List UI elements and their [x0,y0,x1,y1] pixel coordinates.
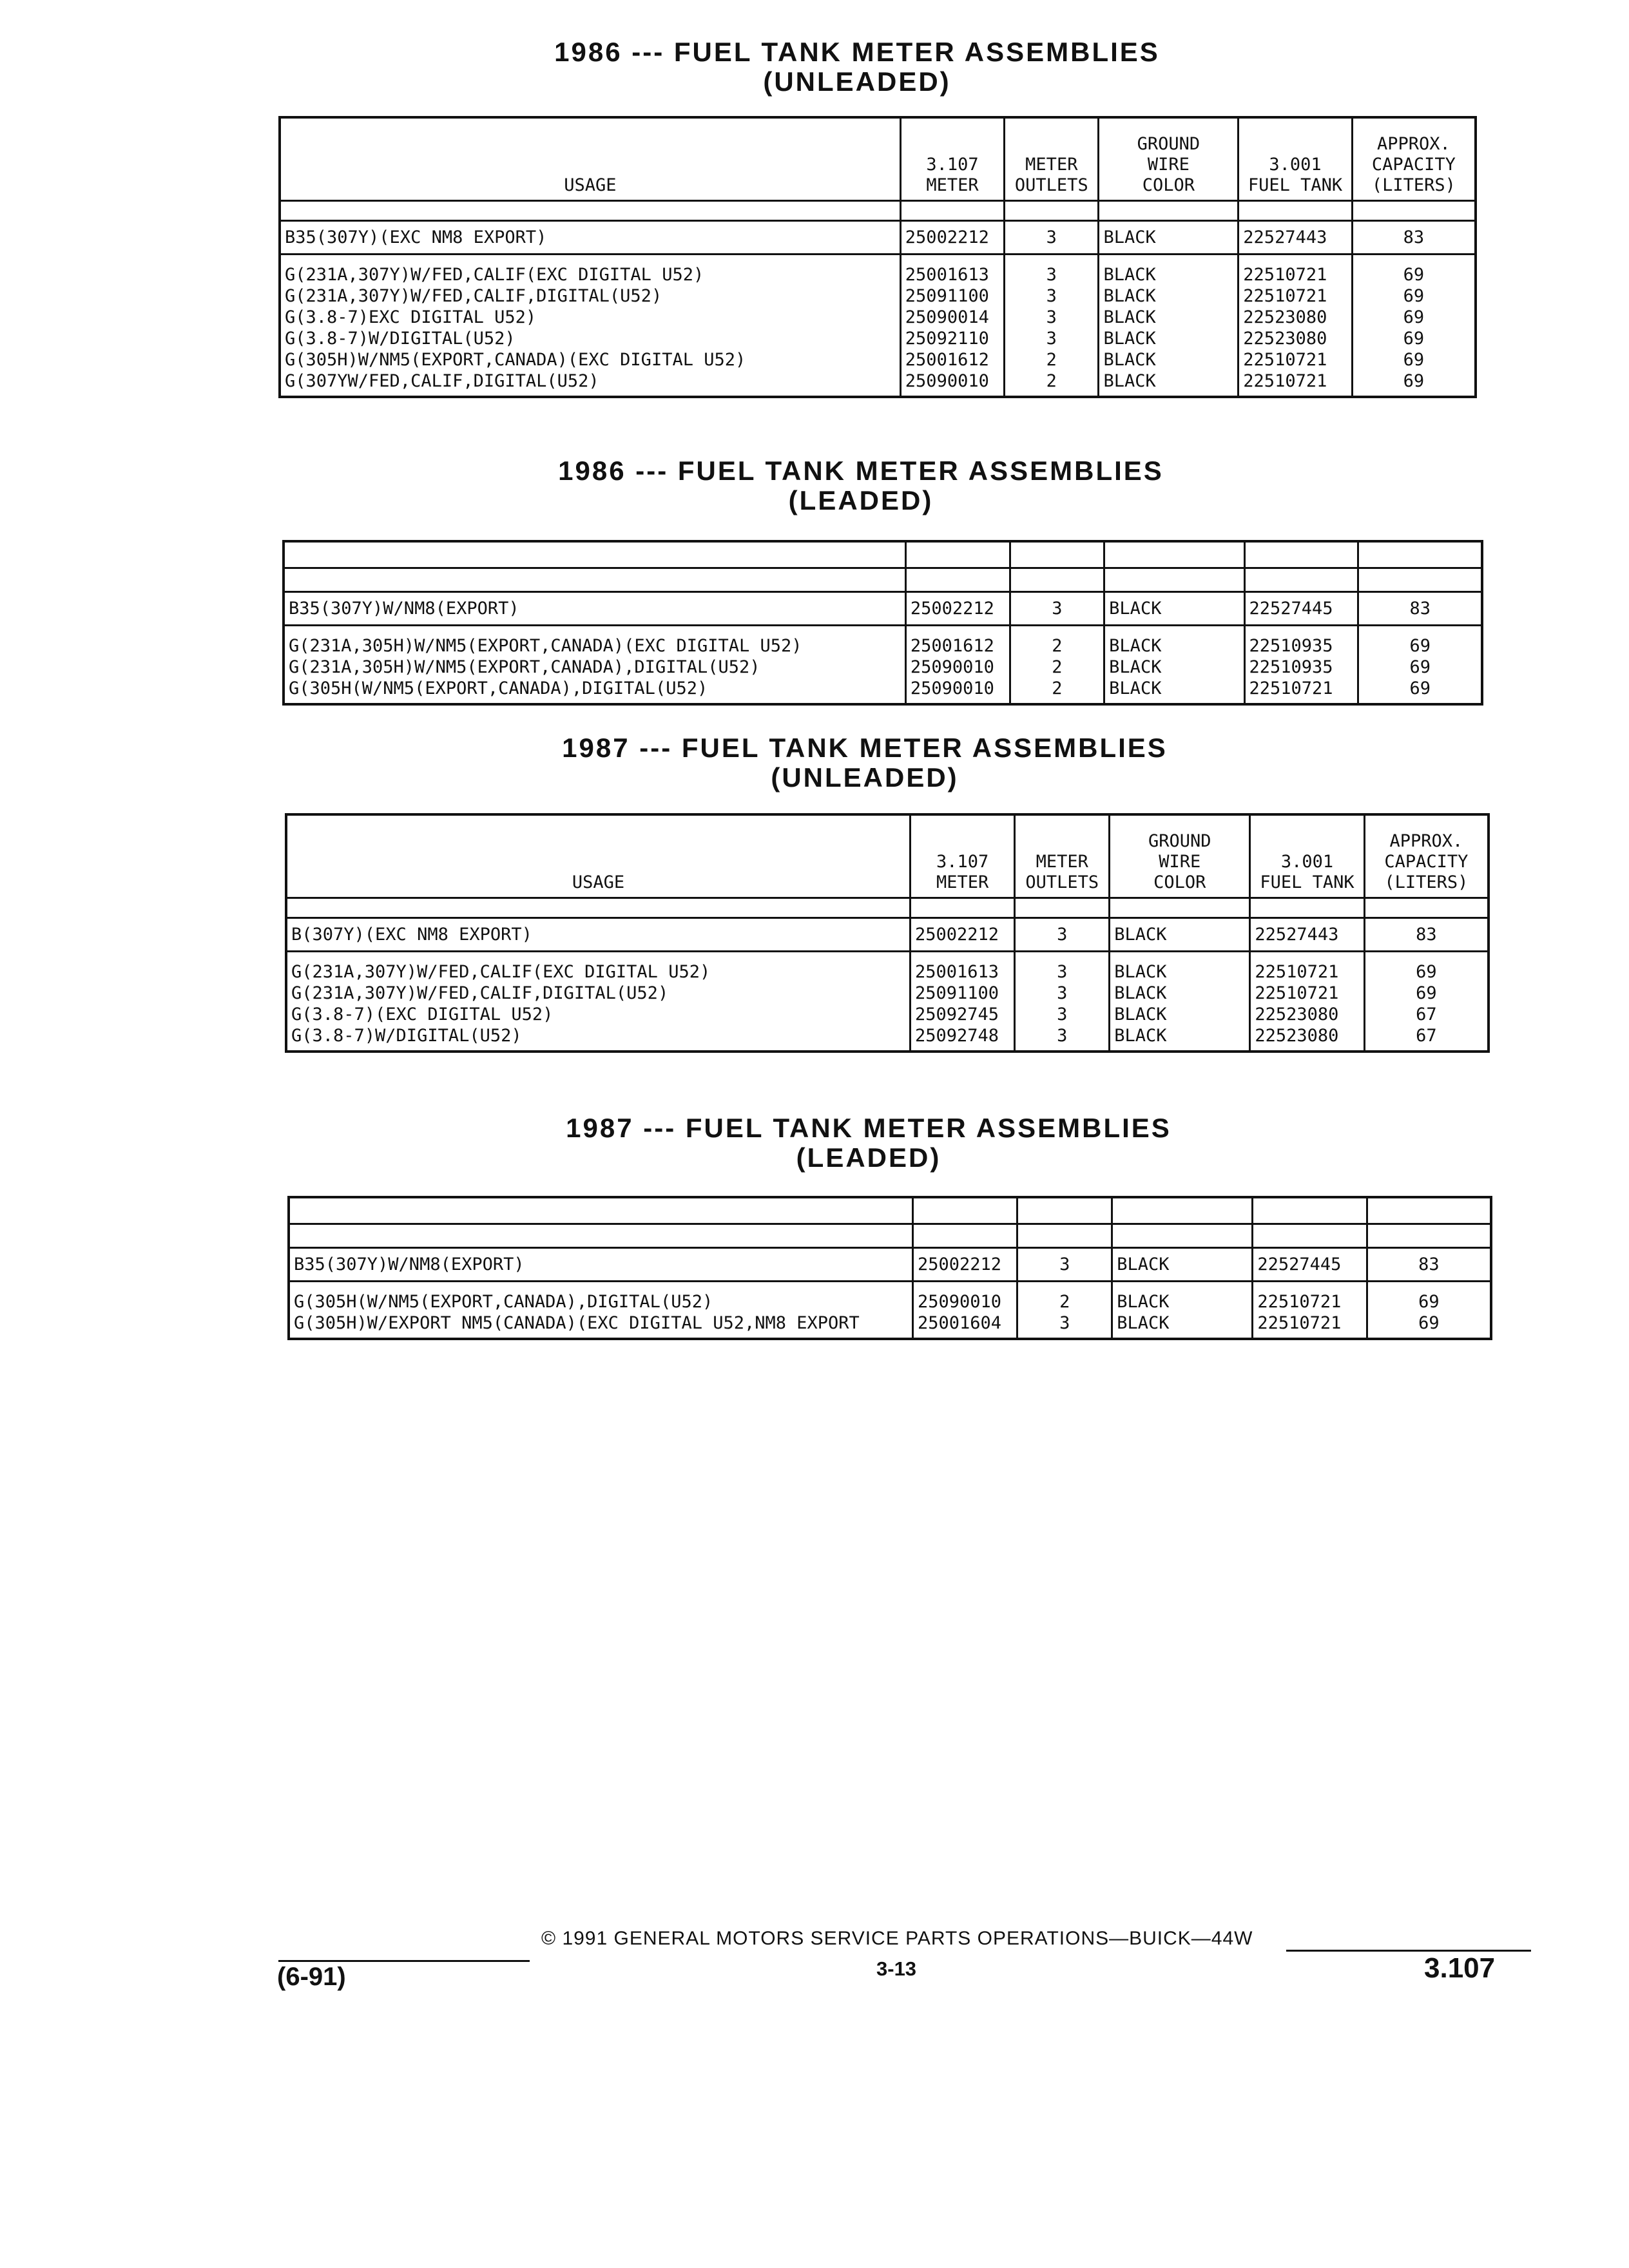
fuel-tank-part-number-cell: 22523080 [1250,1004,1364,1025]
table-row [280,221,1476,255]
table-row [286,1004,1489,1025]
usage-cell: G(3.8-7)(EXC DIGITAL U52) [286,1004,910,1025]
fuel-tank-part-number-cell: 22527443 [1250,918,1364,952]
header-fuel-tank [1253,1197,1367,1224]
outlets-cell: 3 [1005,285,1099,307]
table-row [284,592,1482,626]
usage-cell: G(305H(W/NM5(EXPORT,CANADA),DIGITAL(U52) [289,1282,912,1313]
spacer-cell [1253,1224,1367,1248]
header-spacer-row [289,1224,1491,1248]
table-header-row [289,1197,1491,1224]
capacity-cell: 69 [1358,678,1482,704]
capacity-cell: 69 [1358,626,1482,657]
header-fuel-tank [1239,117,1353,201]
usage-cell: G(231A,307Y)W/FED,CALIF,DIGITAL(U52) [280,285,900,307]
header-meter-line: 3.107 [936,852,989,872]
table-row [280,349,1476,370]
fuel-tank-part-number-cell: 22510721 [1239,285,1353,307]
usage-cell: G(305H(W/NM5(EXPORT,CANADA),DIGITAL(U52) [284,678,905,704]
spacer-cell [1099,201,1239,221]
footer-rule-left [278,1960,530,1962]
wire-color-cell: BLACK [1112,1312,1253,1339]
parts-table [287,1196,1492,1340]
meter-part-number-cell: 25091100 [900,285,1004,307]
wire-color-cell: BLACK [1112,1248,1253,1282]
table-row [280,307,1476,328]
spacer-cell [1010,568,1104,592]
outlets-cell: 3 [1015,983,1110,1004]
header-usage-line: USAGE [572,872,625,892]
table-row [284,678,1482,704]
header-ground-wire-color-line: COLOR [1142,175,1195,195]
spacer-cell [912,1224,1017,1248]
spacer-cell [1358,568,1482,592]
header-meter-outlets-line: OUTLETS [1025,872,1099,892]
header-fuel-tank [1244,541,1358,568]
section-title [459,733,1271,793]
wire-color-cell: BLACK [1112,1282,1253,1313]
meter-part-number-cell: 25090010 [900,370,1004,397]
wire-color-cell: BLACK [1099,285,1239,307]
usage-cell: G(231A,307Y)W/FED,CALIF(EXC DIGITAL U52) [286,952,910,983]
outlets-cell: 3 [1017,1248,1112,1282]
spacer-cell [1005,201,1099,221]
capacity-cell: 69 [1367,1312,1491,1339]
header-spacer-row [284,568,1482,592]
header-ground-wire-color [1110,814,1250,898]
header-ground-wire-color [1104,541,1244,568]
section-title-fuel-type: (LEADED) [796,1142,941,1173]
header-fuel-tank-line: FUEL TANK [1260,872,1354,892]
fuel-tank-part-number-cell: 22523080 [1239,328,1353,349]
meter-part-number-cell: 25001612 [900,349,1004,370]
capacity-cell: 83 [1367,1248,1491,1282]
fuel-tank-part-number-cell: 22510721 [1239,370,1353,397]
header-meter-outlets-line: OUTLETS [1014,175,1088,195]
fuel-tank-part-number-cell: 22527445 [1253,1248,1367,1282]
fuel-tank-part-number-cell: 22523080 [1250,1025,1364,1052]
footer-copyright: © 1991 GENERAL MOTORS SERVICE PARTS OPERATIONS—BUICK—44W [541,1928,1253,1949]
footer-rule-right [1286,1950,1531,1952]
capacity-cell: 69 [1367,1282,1491,1313]
header-spacer-row [280,201,1476,221]
wire-color-cell: BLACK [1104,626,1244,657]
header-fuel-tank-line: 3.001 [1269,155,1322,175]
header-ground-wire-color-line: COLOR [1153,872,1206,892]
table-row [289,1282,1491,1313]
fuel-tank-part-number-cell: 22510721 [1250,983,1364,1004]
capacity-cell: 69 [1352,255,1476,286]
header-usage [289,1197,912,1224]
table-row [280,255,1476,286]
usage-cell: G(305H)W/NM5(EXPORT,CANADA)(EXC DIGITAL U52) [280,349,900,370]
spacer-cell [905,568,1010,592]
wire-color-cell: BLACK [1110,918,1250,952]
outlets-cell: 2 [1010,626,1104,657]
header-meter [900,117,1004,201]
header-ground-wire-color [1099,117,1239,201]
parts-table [278,116,1477,398]
capacity-cell: 69 [1358,657,1482,678]
table-header-row [286,814,1489,898]
outlets-cell: 3 [1005,307,1099,328]
capacity-cell: 69 [1352,370,1476,397]
table-row [280,370,1476,397]
parts-table [282,540,1483,706]
section-title-year-line: 1986 --- FUEL TANK METER ASSEMBLIES [554,37,1160,67]
usage-cell: G(3.8-7)W/DIGITAL(U52) [286,1025,910,1052]
outlets-cell: 2 [1010,657,1104,678]
spacer-cell [289,1224,912,1248]
outlets-cell: 3 [1005,255,1099,286]
fuel-tank-part-number-cell: 22510721 [1239,255,1353,286]
spacer-cell [910,898,1014,918]
table-header-row [284,541,1482,568]
meter-part-number-cell: 25002212 [905,592,1010,626]
capacity-cell: 69 [1364,983,1489,1004]
meter-part-number-cell: 25092110 [900,328,1004,349]
header-capacity-line: (LITERS) [1371,175,1456,195]
meter-part-number-cell: 25002212 [900,221,1004,255]
header-meter-line: 3.107 [926,155,979,175]
table-row [280,285,1476,307]
table-row [286,952,1489,983]
spacer-cell [1104,568,1244,592]
footer-revision-date: (6-91) [277,1963,346,1991]
fuel-tank-part-number-cell: 22510721 [1253,1282,1367,1313]
meter-part-number-cell: 25091100 [910,983,1014,1004]
wire-color-cell: BLACK [1104,592,1244,626]
section-title-year-line: 1986 --- FUEL TANK METER ASSEMBLIES [558,456,1164,486]
fuel-tank-part-number-cell: 22527443 [1239,221,1353,255]
table-row [284,626,1482,657]
outlets-cell: 3 [1010,592,1104,626]
section-title [463,1113,1275,1173]
header-meter-line: METER [926,175,979,195]
wire-color-cell: BLACK [1099,370,1239,397]
outlets-cell: 2 [1017,1282,1112,1313]
capacity-cell: 69 [1352,349,1476,370]
table-row [286,983,1489,1004]
header-meter-outlets [1005,117,1099,201]
section-title-year-line: 1987 --- FUEL TANK METER ASSEMBLIES [566,1113,1171,1143]
capacity-cell: 69 [1364,952,1489,983]
footer-page-number: 3-13 [876,1957,917,1980]
spacer-cell [280,201,900,221]
header-capacity [1364,814,1489,898]
usage-cell: B35(307Y)W/NM8(EXPORT) [284,592,905,626]
spacer-cell [286,898,910,918]
spacer-cell [1364,898,1489,918]
meter-part-number-cell: 25090010 [912,1282,1017,1313]
header-meter-outlets [1010,541,1104,568]
table-row [280,328,1476,349]
usage-cell: B35(307Y)(EXC NM8 EXPORT) [280,221,900,255]
capacity-cell: 67 [1364,1025,1489,1052]
section-title-fuel-type: (LEADED) [788,485,934,515]
usage-cell: G(3.8-7)EXC DIGITAL U52) [280,307,900,328]
outlets-cell: 3 [1015,952,1110,983]
header-ground-wire-color-line: GROUND [1137,134,1200,154]
section-title [455,456,1267,515]
header-capacity [1367,1197,1491,1224]
wire-color-cell: BLACK [1099,349,1239,370]
usage-cell: G(3.8-7)W/DIGITAL(U52) [280,328,900,349]
header-fuel-tank-line: 3.001 [1280,852,1334,872]
spacer-cell [1015,898,1110,918]
table-header-row [280,117,1476,201]
table-row [286,1025,1489,1052]
table-row [284,657,1482,678]
usage-cell: G(231A,307Y)W/FED,CALIF(EXC DIGITAL U52) [280,255,900,286]
meter-part-number-cell: 25090010 [905,657,1010,678]
header-meter-outlets-line: METER [1036,852,1088,872]
table-row [289,1312,1491,1339]
meter-part-number-cell: 25001613 [910,952,1014,983]
outlets-cell: 3 [1015,1025,1110,1052]
spacer-cell [284,568,905,592]
outlets-cell: 3 [1017,1312,1112,1339]
usage-cell: G(305H)W/EXPORT NM5(CANADA)(EXC DIGITAL U52,NM8 EXPORT [289,1312,912,1339]
spacer-cell [1244,568,1358,592]
header-meter-outlets-line: METER [1025,155,1078,175]
header-capacity-line: APPROX. [1389,831,1463,851]
spacer-cell [900,201,1004,221]
wire-color-cell: BLACK [1099,307,1239,328]
header-capacity-line: APPROX. [1377,134,1451,154]
header-meter-outlets [1017,1197,1112,1224]
spacer-cell [1110,898,1250,918]
wire-color-cell: BLACK [1110,1004,1250,1025]
meter-part-number-cell: 25001613 [900,255,1004,286]
wire-color-cell: BLACK [1104,657,1244,678]
header-fuel-tank-line: FUEL TANK [1248,175,1343,195]
capacity-cell: 69 [1352,328,1476,349]
spacer-cell [1367,1224,1491,1248]
header-capacity-line: CAPACITY [1384,852,1469,872]
capacity-cell: 67 [1364,1004,1489,1025]
outlets-cell: 3 [1015,918,1110,952]
table-row [286,918,1489,952]
fuel-tank-part-number-cell: 22510721 [1250,952,1364,983]
section-title-fuel-type: (UNLEADED) [763,66,951,97]
wire-color-cell: BLACK [1110,1025,1250,1052]
wire-color-cell: BLACK [1099,221,1239,255]
outlets-cell: 2 [1010,678,1104,704]
usage-cell: G(231A,307Y)W/FED,CALIF,DIGITAL(U52) [286,983,910,1004]
header-capacity-line: CAPACITY [1371,155,1456,175]
fuel-tank-part-number-cell: 22510935 [1244,657,1358,678]
fuel-tank-part-number-cell: 22510721 [1253,1312,1367,1339]
header-meter [910,814,1014,898]
capacity-cell: 83 [1364,918,1489,952]
header-meter-outlets [1015,814,1110,898]
spacer-cell [1352,201,1476,221]
header-ground-wire-color [1112,1197,1253,1224]
outlets-cell: 2 [1005,349,1099,370]
spacer-cell [1112,1224,1253,1248]
meter-part-number-cell: 25001604 [912,1312,1017,1339]
usage-cell: G(231A,305H)W/NM5(EXPORT,CANADA)(EXC DIGITAL U52) [284,626,905,657]
table-row [289,1248,1491,1282]
fuel-tank-part-number-cell: 22510721 [1239,349,1353,370]
header-fuel-tank [1250,814,1364,898]
meter-part-number-cell: 25002212 [912,1248,1017,1282]
usage-cell: B35(307Y)W/NM8(EXPORT) [289,1248,912,1282]
fuel-tank-part-number-cell: 22527445 [1244,592,1358,626]
meter-part-number-cell: 25001612 [905,626,1010,657]
wire-color-cell: BLACK [1110,983,1250,1004]
meter-part-number-cell: 25092748 [910,1025,1014,1052]
capacity-cell: 83 [1352,221,1476,255]
meter-part-number-cell: 25002212 [910,918,1014,952]
header-spacer-row [286,898,1489,918]
header-capacity [1352,117,1476,201]
outlets-cell: 3 [1005,221,1099,255]
meter-part-number-cell: 25092745 [910,1004,1014,1025]
usage-cell: G(307YW/FED,CALIF,DIGITAL(U52) [280,370,900,397]
header-capacity [1358,541,1482,568]
header-ground-wire-color-line: WIRE [1147,155,1190,175]
usage-cell: G(231A,305H)W/NM5(EXPORT,CANADA),DIGITAL(U52) [284,657,905,678]
footer-section-number: 3.107 [1424,1952,1496,1984]
header-usage [284,541,905,568]
capacity-cell: 83 [1358,592,1482,626]
wire-color-cell: BLACK [1099,328,1239,349]
header-meter [905,541,1010,568]
header-capacity-line: (LITERS) [1384,872,1469,892]
header-usage [280,117,900,201]
capacity-cell: 69 [1352,307,1476,328]
spacer-cell [1250,898,1364,918]
header-usage-line: USAGE [564,175,617,195]
header-meter-line: METER [936,872,989,892]
header-meter [912,1197,1017,1224]
header-ground-wire-color-line: GROUND [1148,831,1211,851]
meter-part-number-cell: 25090014 [900,307,1004,328]
spacer-cell [1239,201,1353,221]
outlets-cell: 3 [1015,1004,1110,1025]
header-usage [286,814,910,898]
fuel-tank-part-number-cell: 22510935 [1244,626,1358,657]
outlets-cell: 3 [1005,328,1099,349]
header-ground-wire-color-line: WIRE [1159,852,1201,872]
outlets-cell: 2 [1005,370,1099,397]
meter-part-number-cell: 25090010 [905,678,1010,704]
parts-table [285,813,1490,1053]
capacity-cell: 69 [1352,285,1476,307]
spacer-cell [1017,1224,1112,1248]
section-title-fuel-type: (UNLEADED) [771,762,959,793]
wire-color-cell: BLACK [1099,255,1239,286]
section-title [451,37,1263,97]
section-title-year-line: 1987 --- FUEL TANK METER ASSEMBLIES [562,733,1168,763]
wire-color-cell: BLACK [1104,678,1244,704]
usage-cell: B(307Y)(EXC NM8 EXPORT) [286,918,910,952]
wire-color-cell: BLACK [1110,952,1250,983]
fuel-tank-part-number-cell: 22523080 [1239,307,1353,328]
fuel-tank-part-number-cell: 22510721 [1244,678,1358,704]
